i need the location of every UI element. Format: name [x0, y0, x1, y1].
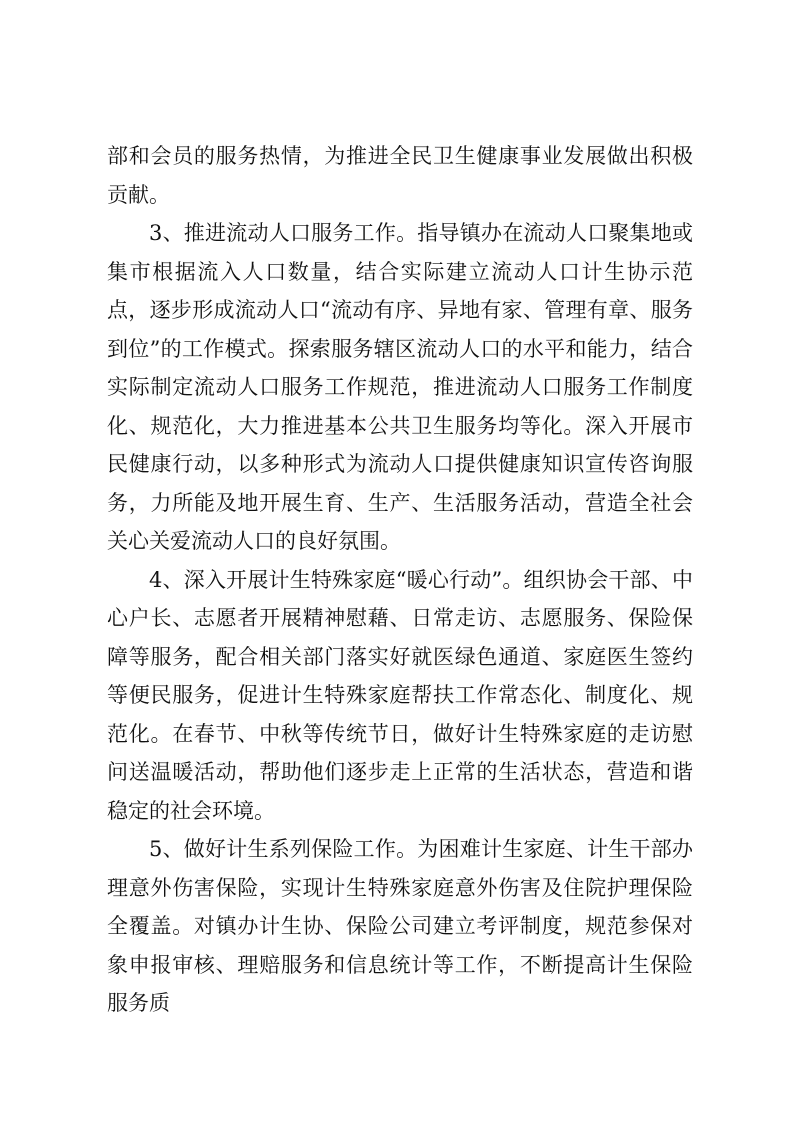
- paragraph-item-3-floating-population: 3、推进流动人口服务工作。指导镇办在流动人口聚集地或集市根据流入人口数量，结合实际建立流动人口计生协示范点，逐步形成流动人口“流动有序、异地有家、管理有章、服务到位”的工作模式。探索服务辖区流动人口的水平和能力，结合实际制定流动人口服务工作规范，推进流动人口服务工作制度化、规范化，大力推进基本公共卫生服务均等化。深入开展市民健康行动，以多种形式为流动人口提供健康知识宣传咨询服务，力所能及地开展生育、生产、生活服务活动，营造全社会关心关爱流动人口的良好氛围。: [107, 221, 693, 553]
- paragraph-item-4-warm-heart-action: 4、深入开展计生特殊家庭“暖心行动”。组织协会干部、中心户长、志愿者开展精神慰藉、日常走访、志愿服务、保险保障等服务，配合相关部门落实好就医绿色通道、家庭医生签约等便民服务，促进计生特殊家庭帮扶工作常态化、制度化、规范化。在春节、中秋等传统节日，做好计生特殊家庭的走访慰问送温暖活动，帮助他们逐步走上正常的生活状态，营造和谐稳定的社会环境。: [107, 567, 693, 823]
- document-body: [107, 137, 693, 1023]
- paragraph-item-5-insurance: 5、做好计生系列保险工作。为困难计生家庭、计生干部办理意外伤害保险，实现计生特殊家庭意外伤害及住院护理保险全覆盖。对镇办计生协、保险公司建立考评制度，规范参保对象申报审核、理赔服务和信息统计等工作，不断提高计生保险服务质: [107, 837, 693, 1015]
- paragraph-continuation: 部和会员的服务热情，为推进全民卫生健康事业发展做出积极贡献。: [107, 144, 693, 207]
